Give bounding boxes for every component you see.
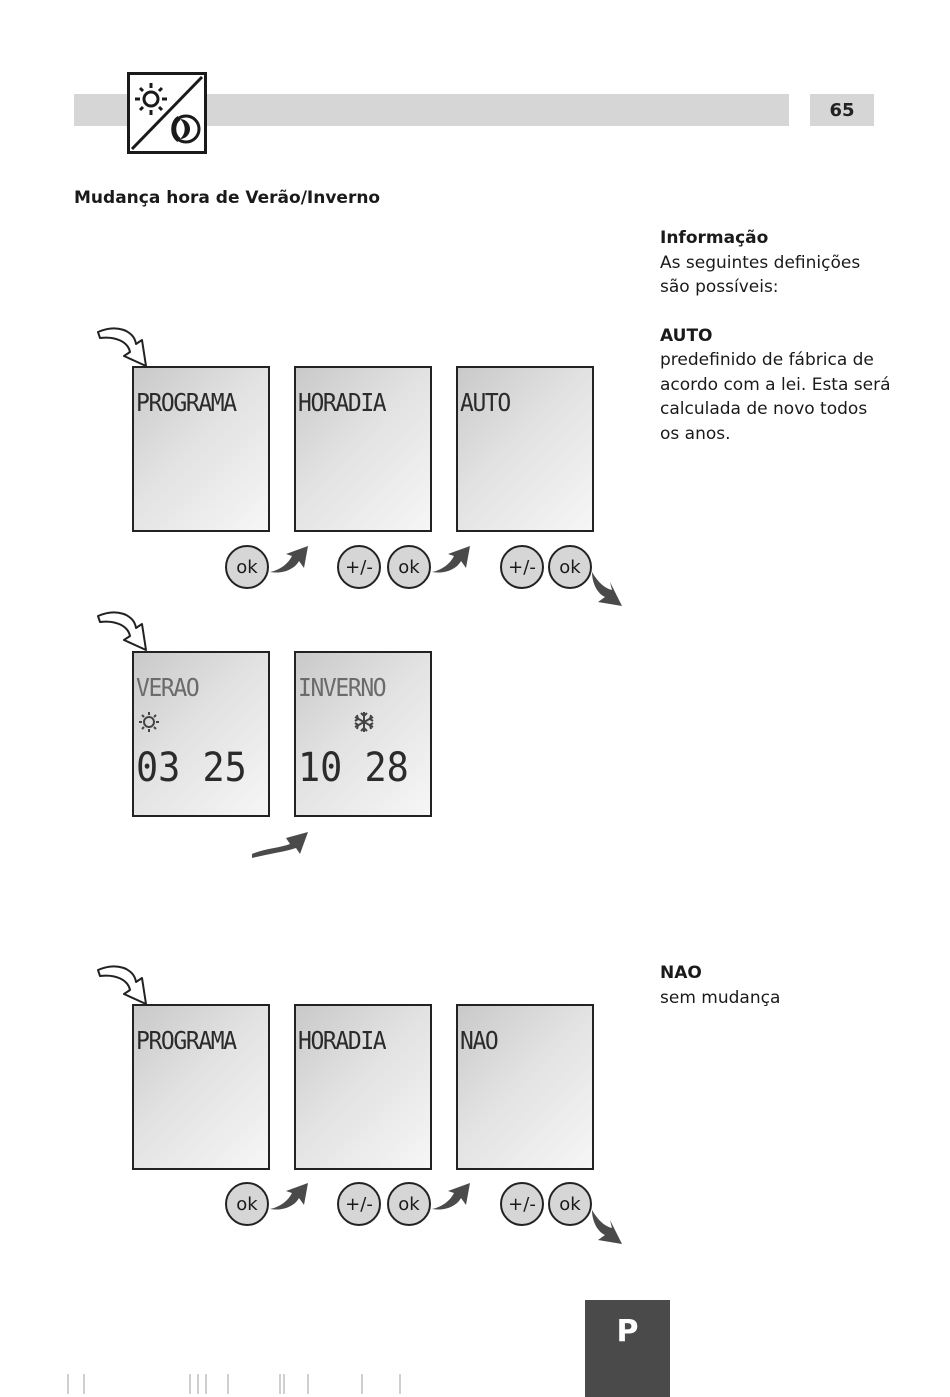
page-number: 65: [810, 94, 874, 126]
lcd-screen-auto: [456, 366, 594, 532]
option-nao-text: sem mudança: [660, 987, 781, 1008]
lcd-date: 03 25: [136, 745, 247, 791]
lcd-text: HORADIA: [298, 388, 386, 417]
plus-minus-button[interactable]: +/-: [500, 545, 544, 589]
lcd-text: VERAO: [136, 673, 199, 702]
info-intro-line: As seguintes definições: [660, 252, 861, 273]
lcd-text: PROGRAMA: [136, 1026, 236, 1055]
next-arrow-icon: [268, 544, 312, 574]
start-arrow-icon: [96, 606, 156, 656]
option-auto-text: os anos.: [660, 423, 731, 444]
lcd-screen-nao: [456, 1004, 594, 1170]
ok-button[interactable]: ok: [387, 1182, 431, 1226]
info-nao: [660, 961, 780, 1010]
lcd-screen-horadia: [294, 1004, 432, 1170]
lcd-screen-programa: [132, 1004, 270, 1170]
down-arrow-icon: [590, 1206, 626, 1248]
ok-button[interactable]: ok: [225, 545, 269, 589]
lcd-text: PROGRAMA: [136, 388, 236, 417]
plus-minus-button[interactable]: +/-: [337, 1182, 381, 1226]
lcd-date: 10 28: [298, 745, 409, 791]
lcd-text: HORADIA: [298, 1026, 386, 1055]
lcd-text: NAO: [460, 1026, 498, 1055]
start-arrow-icon: [96, 960, 156, 1010]
lcd-screen-programa: [132, 366, 270, 532]
start-arrow-icon: [96, 322, 156, 372]
info-intro-line: são possíveis:: [660, 277, 779, 297]
info-auto: [660, 226, 891, 446]
language-tab: P: [585, 1300, 670, 1397]
next-arrow-icon: [430, 1181, 474, 1211]
sun-icon: [138, 711, 160, 733]
plus-minus-button[interactable]: +/-: [337, 545, 381, 589]
lcd-text: AUTO: [460, 388, 510, 417]
option-auto-label: AUTO: [660, 325, 713, 346]
down-arrow-icon: [590, 568, 626, 610]
next-arrow-icon: [250, 830, 312, 860]
next-arrow-icon: [430, 544, 474, 574]
lcd-screen-inverno: [294, 651, 432, 817]
option-auto-text: predefinido de fábrica de: [660, 350, 874, 370]
next-arrow-icon: [268, 1181, 312, 1211]
summer-winter-icon: [127, 72, 207, 154]
plus-minus-button[interactable]: +/-: [500, 1182, 544, 1226]
ok-button[interactable]: ok: [548, 545, 592, 589]
lcd-screen-verao: [132, 651, 270, 817]
option-auto-text: acordo com a lei. Esta será: [660, 374, 891, 395]
lcd-text: INVERNO: [298, 673, 386, 702]
option-nao-label: NAO: [660, 963, 702, 983]
info-title: Informação: [660, 228, 769, 248]
section-title: Mudança hora de Verão/Inverno: [74, 188, 381, 208]
ok-button[interactable]: ok: [548, 1182, 592, 1226]
ok-button[interactable]: ok: [387, 545, 431, 589]
option-auto-text: calculada de novo todos: [660, 399, 868, 419]
registration-marks: [0, 1370, 420, 1397]
snowflake-icon: [352, 710, 376, 734]
lcd-screen-horadia: [294, 366, 432, 532]
ok-button[interactable]: ok: [225, 1182, 269, 1226]
